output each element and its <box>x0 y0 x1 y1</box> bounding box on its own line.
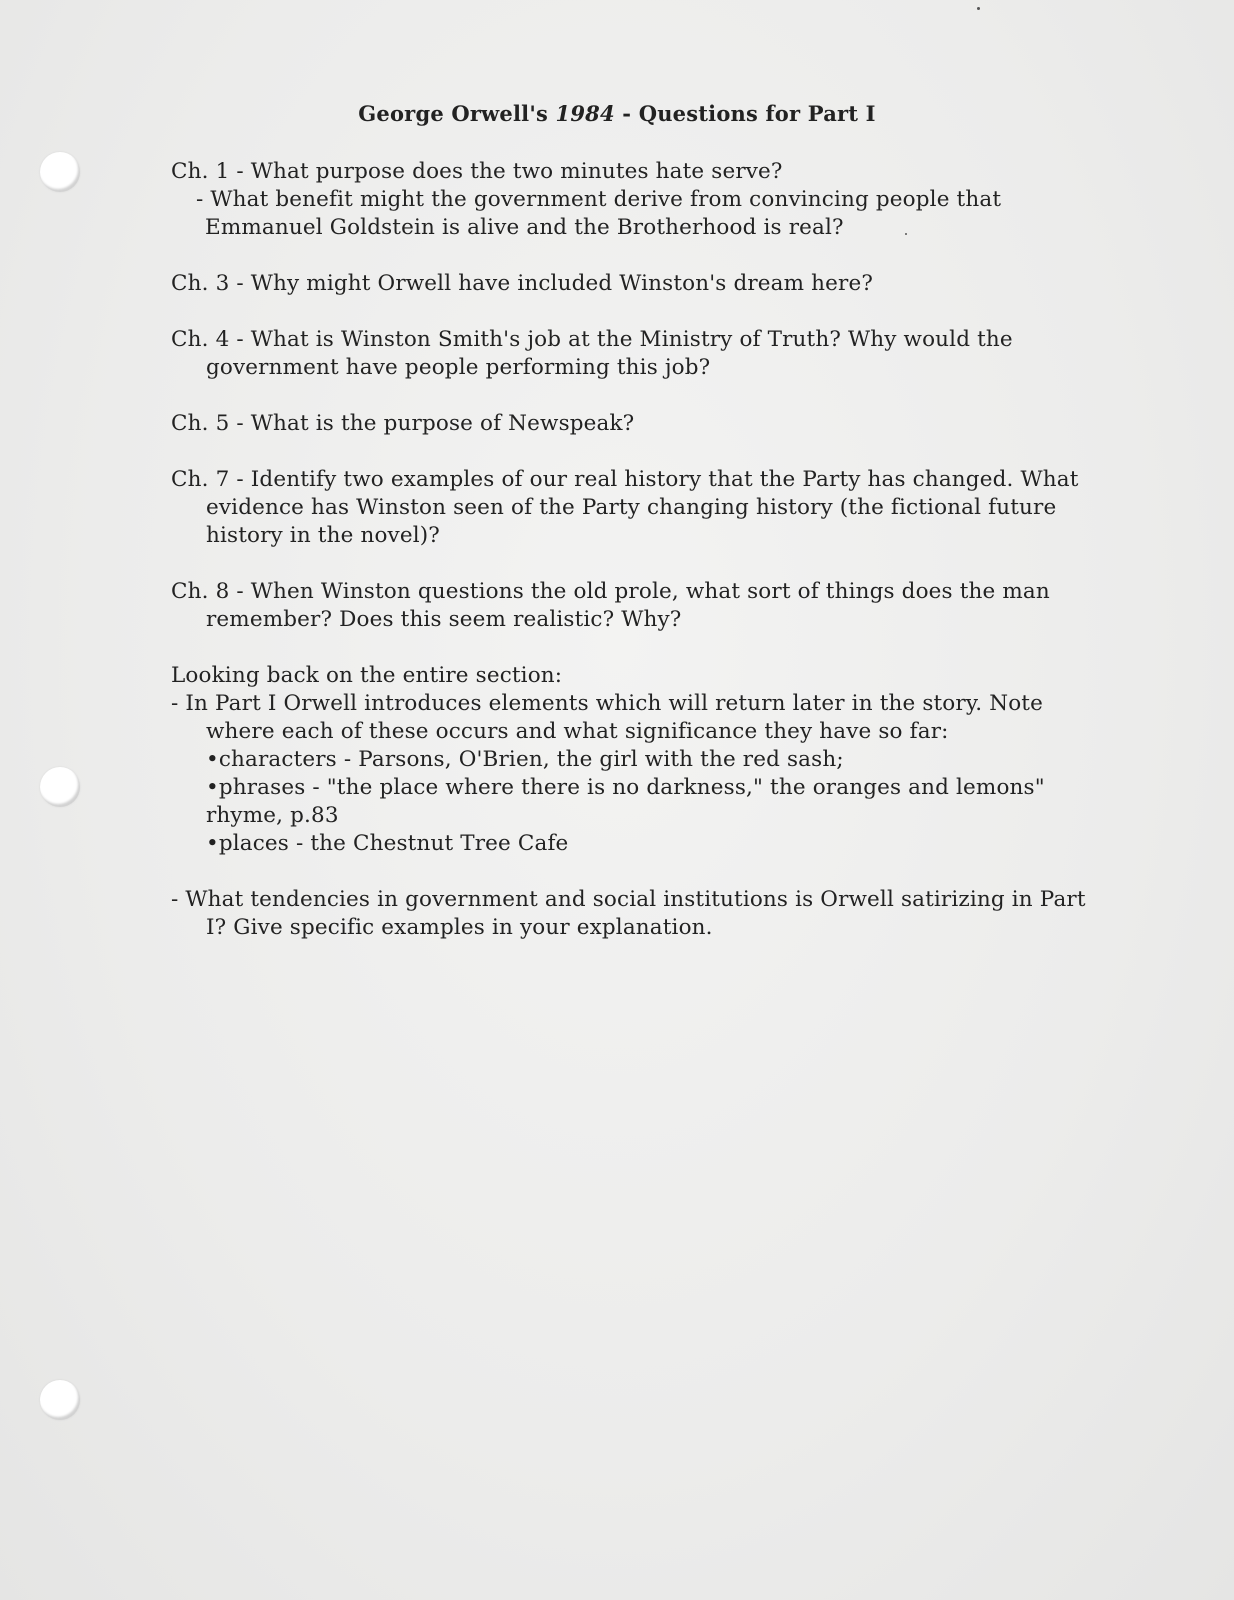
bullet-places: •places - the Chestnut Tree Cafe <box>206 831 569 856</box>
spacer <box>171 550 1131 578</box>
question-line: Ch. 1 - What purpose does the two minutes hate serve? <box>171 159 783 184</box>
question-line: Ch. 3 - Why might Orwell have included Winston's dream here? <box>171 271 873 296</box>
question-list <box>171 158 1131 942</box>
review-item-line: - In Part I Orwell introduces elements which will return later in the story. Note <box>171 691 1043 716</box>
title-suffix: - Questions for Part I <box>622 101 876 126</box>
review-item-line: I? Give specific examples in your explanation. <box>206 915 713 940</box>
question-ch5 <box>171 410 1131 438</box>
review-item-line: - What tendencies in government and social institutions is Orwell satirizing in Part <box>171 887 1086 912</box>
bullet-phrases: •phrases - "the place where there is no darkness," the oranges and lemons" <box>206 775 1045 800</box>
question-ch8 <box>171 578 1131 634</box>
question-line: government have people performing this job? <box>206 355 711 380</box>
question-line: history in the novel)? <box>206 523 440 548</box>
question-line: - What benefit might the government derive from convincing people that <box>196 187 1002 212</box>
bullet-phrases-cont: rhyme, p.83 <box>206 803 339 828</box>
question-line: Ch. 4 - What is Winston Smith's job at the Ministry of Truth? Why would the <box>171 327 1013 352</box>
punch-hole-bottom <box>40 1380 80 1420</box>
question-line: evidence has Winston seen of the Party changing history (the fictional future <box>206 495 1057 520</box>
punch-hole-top <box>40 152 80 192</box>
section-heading: Looking back on the entire section: <box>171 663 563 688</box>
question-ch4 <box>171 326 1131 382</box>
page-title <box>0 101 1234 126</box>
question-line: Ch. 7 - Identify two examples of our real history that the Party has changed. What <box>171 467 1079 492</box>
review-item-line: where each of these occurs and what significance they have so far: <box>206 719 949 744</box>
spacer <box>171 438 1131 466</box>
question-ch7 <box>171 466 1131 550</box>
question-line: Ch. 5 - What is the purpose of Newspeak? <box>171 411 635 436</box>
question-line: Ch. 8 - When Winston questions the old prole, what sort of things does the man <box>171 579 1050 604</box>
question-ch1 <box>171 158 1131 242</box>
spacer <box>171 858 1131 886</box>
question-line: Emmanuel Goldstein is alive and the Brotherhood is real? <box>205 215 844 240</box>
question-line: remember? Does this seem realistic? Why? <box>206 607 682 632</box>
spacer <box>171 242 1131 270</box>
title-book: 1984 <box>555 101 615 126</box>
question-ch3 <box>171 270 1131 298</box>
scan-speck <box>977 7 980 10</box>
review-section <box>171 662 1131 942</box>
spacer <box>171 382 1131 410</box>
spacer <box>171 298 1131 326</box>
bullet-characters: •characters - Parsons, O'Brien, the girl with the red sash; <box>206 747 844 772</box>
spacer <box>171 634 1131 662</box>
punch-hole-middle <box>40 767 80 807</box>
title-prefix: George Orwell's <box>358 101 549 126</box>
